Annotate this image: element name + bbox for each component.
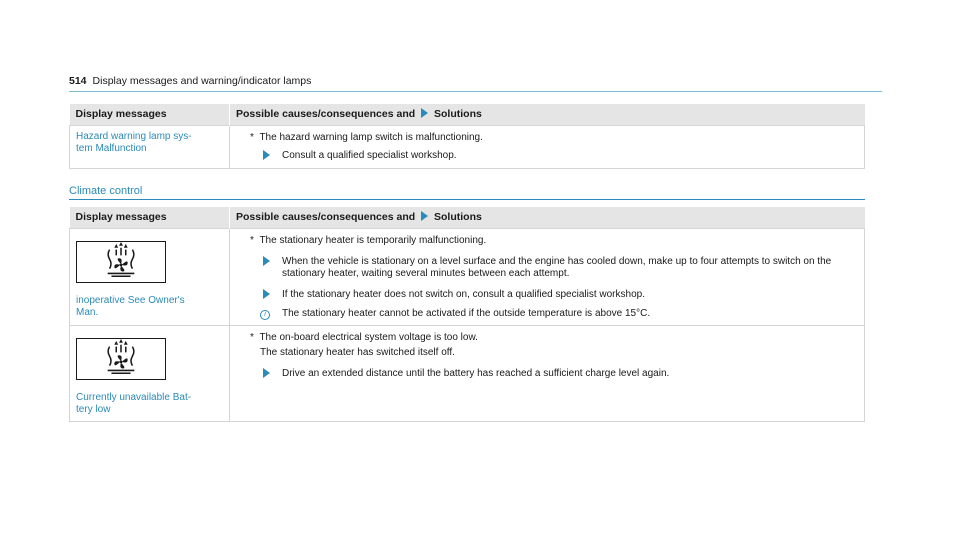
message-line: tery low (76, 403, 111, 415)
cause-cell (230, 125, 865, 168)
table-row (70, 325, 865, 421)
info-icon: i (260, 310, 270, 320)
stationary-heater-icon (76, 338, 166, 380)
play-icon (263, 368, 270, 378)
cause-text: * The hazard warning lamp switch is malfunctioning. (250, 131, 483, 143)
play-icon (421, 108, 428, 118)
cause-cell (230, 325, 865, 421)
col-causes-solutions (230, 104, 865, 125)
col-solutions-label: Solutions (434, 211, 482, 224)
message-cell (70, 125, 230, 168)
message-cell (70, 228, 230, 325)
col-display-messages: Display messages (70, 207, 230, 228)
message-line: Currently unavailable Bat- (76, 391, 192, 403)
play-icon (263, 289, 270, 299)
play-icon (421, 211, 428, 221)
page-number: 514 (69, 75, 87, 87)
cause-text: * The on-board electrical system voltage is too low. (250, 331, 478, 343)
message-line: Man. (76, 306, 99, 318)
cause-cell (230, 228, 865, 325)
col-causes-solutions (230, 207, 865, 228)
col-solutions-label: Solutions (434, 108, 482, 121)
message-line: Hazard warning lamp sys- (76, 130, 192, 142)
page-title: Display messages and warning/indicator lamps (92, 75, 312, 87)
info-note: i The stationary heater cannot be activated if the outside temperature is above 15°C. (260, 308, 858, 320)
col-causes-label: Possible causes/consequences and (236, 211, 416, 224)
solution-step: If the stationary heater does not switch on, consult a qualified specialist workshop. (260, 289, 858, 302)
play-icon (263, 150, 270, 160)
table-header-row (70, 207, 865, 228)
section-title: Climate control (69, 184, 865, 200)
col-display-messages: Display messages (70, 104, 230, 125)
hazard-table (69, 104, 865, 169)
stationary-heater-icon (76, 241, 166, 283)
cause-text: The stationary heater has switched itself off. (260, 346, 455, 358)
message-line: tem Malfunction (76, 142, 147, 154)
message-cell (70, 325, 230, 421)
col-causes-label: Possible causes/consequences and (236, 108, 416, 121)
solution-step: When the vehicle is stationary on a level surface and the engine has cooled down, make up to four attempts to switch on the stationary heater, waiting several minutes between each attempt. (260, 256, 858, 280)
solution-step: Consult a qualified specialist workshop. (260, 150, 858, 163)
play-icon (263, 256, 270, 266)
solution-step: Drive an extended distance until the battery has reached a sufficient charge level again. (260, 368, 858, 381)
table-header-row (70, 104, 865, 125)
page-header (69, 74, 882, 92)
cause-text: * The stationary heater is temporarily malfunctioning. (250, 234, 487, 246)
table-row (70, 125, 865, 168)
table-row (70, 228, 865, 325)
message-line: inoperative See Owner's (76, 294, 185, 306)
climate-table (69, 207, 865, 422)
